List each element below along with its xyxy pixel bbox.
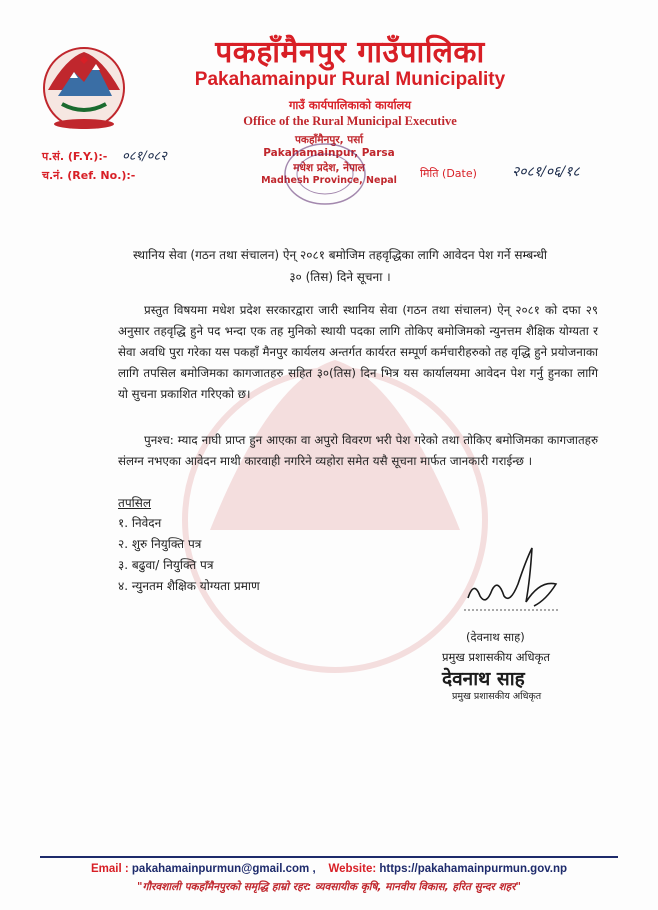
notice-subject — [80, 244, 600, 288]
signature-icon — [460, 540, 570, 620]
address-np: पकहाँमैनपुर, पर्सा — [294, 134, 364, 146]
province-np: मधेश प्रदेश, नेपाल — [293, 162, 365, 174]
reference-number-label: च.नं. (Ref. No.):- — [42, 169, 136, 182]
email-link[interactable]: pakahamainpurmun@gmail.com , — [131, 863, 316, 875]
list-item: २. शुरु नियुक्ति पत्र — [118, 537, 202, 551]
website-label: Website: — [328, 863, 377, 875]
office-name-en: Office of the Rural Municipal Executive — [243, 114, 457, 128]
footer-contact — [0, 863, 658, 875]
office-stamp-icon — [272, 138, 378, 210]
seal-name: देवनाथ साह — [442, 668, 525, 690]
body-paragraph-2: पुनश्च: म्याद नाघी प्राप्त हुन आएका वा अपुरो विवरण भरी पेश गरेको तथा तोकिए बमोजिमका कागजातहरु संलग्न नभएका आवेदन माथी कारवाही नगरिने व्यहोरा समेत यसै सूचना मार्फत जानकारी गराईन्छ । — [118, 433, 598, 468]
footer-slogan: "गौरवशाली पकहाँमैनपुरको समृद्धि हाम्रो रहर: व्यवसायीक कृषि, मानवीय विकास, हरित सुन्दर शहर" — [137, 881, 521, 893]
date-value: २०८१/०६/१८ — [512, 164, 580, 180]
tapasil-heading: तपसिल — [118, 496, 152, 510]
subject-line-1: स्थानिय सेवा (गठन तथा संचालन) ऐन् २०८१ बमोजिम तहवृद्धिका लागि आवेदन पेश गर्ने सम्बन्धी — [132, 248, 548, 262]
fiscal-year-label: प.सं. (F.Y.):- — [42, 150, 108, 163]
list-item: ३. बढुवा/ नियुक्ति पत्र — [118, 558, 214, 572]
email-label: Email : — [90, 863, 129, 875]
province-en: Madhesh Province, Nepal — [261, 175, 397, 186]
footer-divider — [40, 856, 618, 858]
website-link[interactable]: https://pakahamainpurmun.gov.np — [379, 863, 568, 875]
date-label: मिति (Date) — [420, 167, 477, 180]
municipality-name-en: Pakahamainpur Rural Municipality — [194, 69, 506, 90]
seal-title: प्रमुख प्रशासकीय अधिकृत — [452, 691, 542, 702]
nepal-emblem-icon — [36, 38, 132, 134]
signatory-name: (देवनाथ साह) — [466, 630, 525, 644]
municipality-name-np: पकहाँमैनपुर गाउँपालिका — [215, 35, 485, 70]
office-name-np: गाउँ कार्यपालिकाको कार्यालय — [288, 98, 412, 112]
list-item: १. निवेदन — [118, 516, 162, 530]
list-item: ४. न्युनतम शैक्षिक योग्यता प्रमाण — [118, 579, 260, 593]
signatory-title: प्रमुख प्रशासकीय अधिकृत — [442, 650, 550, 664]
fiscal-year-value: ०८१/०८२ — [122, 149, 167, 164]
body-paragraph-1: प्रस्तुत विषयमा मधेश प्रदेश सरकारद्वारा जारी स्थानिय सेवा (गठन तथा संचालन) ऐन् २०८१ को दफा २९ अनुसार तहवृद्धि हुने पद भन्दा एक तह मुनिको स्थायी पदका लागि तोकिए बमोजिमको न्युनत्तम शैक्षिक योग्यता र सेवा अवधि पुरा गरेका यस पकहाँ मैनपुर कार्यलय अन्तर्गत कार्यरत सम्पूर्ण कर्मचारीहरुको तह वृद्धि हुने प्रयोजनाका लागि तपसिल बमोजिमका कागजातहरु सहित ३०(तिस) दिन भित्र यस कार्यालयमा आवेदन पेश गर्नु हुनका लागि यो सुचना प्रकाशित गरिएको छ। — [118, 303, 598, 401]
address-en: Pakahamainpur, Parsa — [263, 147, 395, 159]
subject-line-2: ३० (तिस) दिने सूचना । — [289, 270, 391, 284]
